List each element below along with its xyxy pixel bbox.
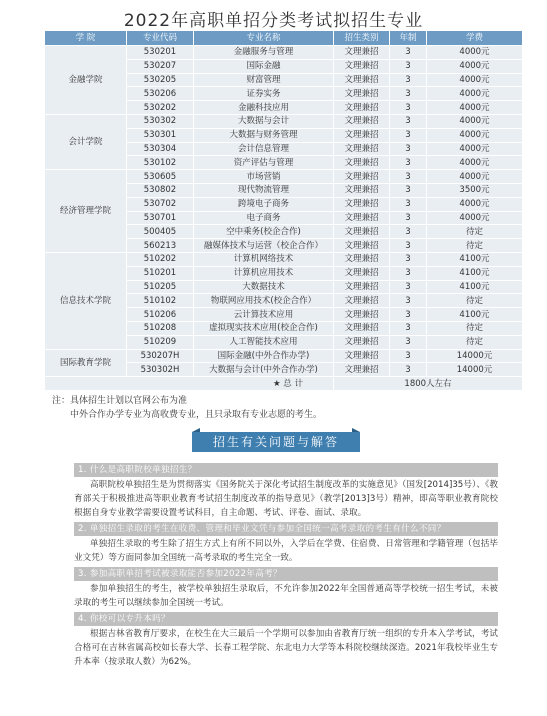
years-cell: 3 (390, 142, 427, 156)
major-code-cell: 560213 (127, 239, 194, 253)
tuition-cell: 4000元 (427, 59, 523, 73)
years-cell: 3 (390, 183, 427, 197)
major-code-cell: 510206 (127, 308, 194, 322)
faq-section (74, 462, 498, 671)
note-line-2: 中外合作办学专业为高收费专业，且只录取有专业志愿的考生。 (70, 410, 323, 420)
enroll-category-cell: 文理兼招 (334, 363, 390, 377)
major-code-cell: 530605 (127, 170, 194, 184)
header-college: 学 院 (45, 31, 127, 46)
years-cell: 3 (390, 308, 427, 322)
major-name-cell: 财富管理 (194, 73, 334, 87)
enroll-category-cell: 文理兼招 (334, 142, 390, 156)
years-cell: 3 (390, 211, 427, 225)
major-name-cell: 金融服务与管理 (194, 46, 334, 60)
major-code-cell: 510209 (127, 335, 194, 349)
major-name-cell: 云计算技术应用 (194, 308, 334, 322)
tuition-cell: 4000元 (427, 156, 523, 170)
faq-question-4: 4. 你校可以专升本吗？ (74, 612, 498, 626)
tuition-cell: 4100元 (427, 308, 523, 322)
college-cell: 国际教育学院 (45, 349, 127, 377)
table-row (45, 170, 523, 184)
tuition-cell: 4000元 (427, 87, 523, 101)
years-cell: 3 (390, 73, 427, 87)
total-row (45, 377, 523, 391)
faq-banner (192, 428, 360, 454)
enroll-category-cell: 文理兼招 (334, 252, 390, 266)
major-name-cell: 会计信息管理 (194, 142, 334, 156)
college-cell: 会计学院 (45, 114, 127, 169)
table-body (45, 46, 523, 391)
years-cell: 3 (390, 239, 427, 253)
major-name-cell: 金融科技应用 (194, 101, 334, 115)
major-name-cell: 空中乘务(校企合作) (194, 225, 334, 239)
major-name-cell: 人工智能技术应用 (194, 335, 334, 349)
major-code-cell: 530207 (127, 59, 194, 73)
major-code-cell: 500405 (127, 225, 194, 239)
major-name-cell: 国际金融 (194, 59, 334, 73)
tuition-cell: 14000元 (427, 349, 523, 363)
faq-question-2: 2. 单独招生录取的考生在收费、管理和毕业文凭与参加全国统一高考录取的考生有什么不同？ (74, 522, 498, 536)
table-header-row (45, 31, 523, 46)
header-major: 专业名称 (194, 31, 334, 46)
enroll-category-cell: 文理兼招 (334, 101, 390, 115)
major-code-cell: 530201 (127, 46, 194, 60)
years-cell: 3 (390, 170, 427, 184)
major-code-cell: 510102 (127, 294, 194, 308)
major-name-cell: 证券实务 (194, 87, 334, 101)
enroll-category-cell: 文理兼招 (334, 170, 390, 184)
years-cell: 3 (390, 280, 427, 294)
tuition-cell: 4000元 (427, 73, 523, 87)
major-code-cell: 530302 (127, 114, 194, 128)
major-code-cell: 530102 (127, 156, 194, 170)
major-name-cell: 跨境电子商务 (194, 197, 334, 211)
enroll-category-cell: 文理兼招 (334, 294, 390, 308)
major-code-cell: 530702 (127, 197, 194, 211)
tuition-cell: 14000元 (427, 363, 523, 377)
table-row (45, 114, 523, 128)
tuition-cell: 4000元 (427, 211, 523, 225)
major-name-cell: 大数据与会计 (194, 114, 334, 128)
years-cell: 3 (390, 101, 427, 115)
enroll-category-cell: 文理兼招 (334, 128, 390, 142)
major-code-cell: 510201 (127, 266, 194, 280)
enroll-category-cell: 文理兼招 (334, 239, 390, 253)
enroll-category-cell: 文理兼招 (334, 225, 390, 239)
enroll-category-cell: 文理兼招 (334, 183, 390, 197)
major-name-cell: 电子商务 (194, 211, 334, 225)
faq-answer-3: 参加单独招生的考生，被学校单独招生录取后，不允许参加2022年全国普通高等学校统一招生考试，未被录取的考生可以继续参加全国统一考试。 (74, 584, 498, 608)
major-name-cell: 大数据技术 (194, 280, 334, 294)
major-name-cell: 计算机网络技术 (194, 252, 334, 266)
enroll-category-cell: 文理兼招 (334, 59, 390, 73)
tuition-cell: 4000元 (427, 101, 523, 115)
faq-answer-4: 根据吉林省教育厅要求，在校生在大三最后一个学期可以参加由省教育厅统一组织的专升本入学考试，考试合格可在吉林省属高校如长春大学、长春工程学院、东北电力大学等本科院校继续深造。2021年我校毕业生专升本率（按录取人数）为62%。 (74, 629, 498, 667)
header-code: 专业代码 (127, 31, 194, 46)
enroll-category-cell: 文理兼招 (334, 321, 390, 335)
years-cell: 3 (390, 321, 427, 335)
enroll-category-cell: 文理兼招 (334, 211, 390, 225)
major-code-cell: 530207H (127, 349, 194, 363)
major-name-cell: 大数据与财务管理 (194, 128, 334, 142)
majors-table (44, 30, 523, 391)
major-code-cell: 530304 (127, 142, 194, 156)
enroll-category-cell: 文理兼招 (334, 308, 390, 322)
faq-answer-1: 高职院校单独招生是为贯彻落实《国务院关于深化考试招生制度改革的实施意见》（国发[2014]35号）、《教育部关于积极推进高等职业教育考试招生制度改革的指导意见》（教学[2013]3号）精神，即高等职业教育院校根据自身专业教学需要设置考试科目，自主命题、考试、评卷、面试、录取。 (74, 480, 498, 518)
major-code-cell: 530302H (127, 363, 194, 377)
college-cell: 经济管理学院 (45, 170, 127, 253)
major-name-cell: 现代物流管理 (194, 183, 334, 197)
years-cell: 3 (390, 128, 427, 142)
tuition-cell: 4100元 (427, 266, 523, 280)
major-name-cell: 资产评估与管理 (194, 156, 334, 170)
enroll-category-cell: 文理兼招 (334, 114, 390, 128)
tuition-cell: 4000元 (427, 170, 523, 184)
major-name-cell: 国际金融(中外合作办学) (194, 349, 334, 363)
header-category: 招生类别 (334, 31, 390, 46)
faq-banner-title: 招生有关问题与解答 (192, 432, 360, 452)
tuition-cell: 4100元 (427, 252, 523, 266)
enroll-category-cell: 文理兼招 (334, 46, 390, 60)
tuition-cell: 待定 (427, 294, 523, 308)
years-cell: 3 (390, 46, 427, 60)
enroll-category-cell: 文理兼招 (334, 335, 390, 349)
total-label: ★ 总 计 (45, 377, 334, 391)
tuition-cell: 待定 (427, 321, 523, 335)
enroll-category-cell: 文理兼招 (334, 87, 390, 101)
enroll-category-cell: 文理兼招 (334, 73, 390, 87)
years-cell: 3 (390, 363, 427, 377)
years-cell: 3 (390, 349, 427, 363)
tuition-cell: 待定 (427, 225, 523, 239)
major-code-cell: 530202 (127, 101, 194, 115)
enroll-category-cell: 文理兼招 (334, 349, 390, 363)
years-cell: 3 (390, 335, 427, 349)
major-code-cell: 510205 (127, 280, 194, 294)
major-name-cell: 虚拟现实技术应用(校企合作) (194, 321, 334, 335)
tuition-cell: 3500元 (427, 183, 523, 197)
table-row (45, 46, 523, 60)
major-code-cell: 510208 (127, 321, 194, 335)
tuition-cell: 4100元 (427, 280, 523, 294)
total-value: 1800人左右 (334, 377, 523, 391)
faq-question-1: 1. 什么是高职院校单独招生？ (74, 463, 498, 477)
major-code-cell: 530205 (127, 73, 194, 87)
years-cell: 3 (390, 87, 427, 101)
major-code-cell: 530701 (127, 211, 194, 225)
years-cell: 3 (390, 114, 427, 128)
major-code-cell: 510202 (127, 252, 194, 266)
college-cell: 金融学院 (45, 46, 127, 115)
major-name-cell: 物联网应用技术(校企合作） (194, 294, 334, 308)
years-cell: 3 (390, 266, 427, 280)
enroll-category-cell: 文理兼招 (334, 266, 390, 280)
major-code-cell: 530301 (127, 128, 194, 142)
years-cell: 3 (390, 59, 427, 73)
enroll-category-cell: 文理兼招 (334, 197, 390, 211)
faq-answer-2: 单独招生录取的考生除了招生方式上有所不同以外，入学后在学费、住宿费、日常管理和学籍管理（包括毕业文凭）等方面同参加全国统一高考录取的考生完全一致。 (74, 539, 498, 563)
faq-question-3: 3. 参加高职单招考试被录取能否参加2022年高考？ (74, 567, 498, 581)
years-cell: 3 (390, 225, 427, 239)
table-row (45, 252, 523, 266)
notes (52, 394, 322, 422)
major-name-cell: 市场营销 (194, 170, 334, 184)
tuition-cell: 待定 (427, 335, 523, 349)
enroll-category-cell: 文理兼招 (334, 280, 390, 294)
years-cell: 3 (390, 156, 427, 170)
major-name-cell: 融媒体技术与运营（校企合作） (194, 239, 334, 253)
major-name-cell: 计算机应用技术 (194, 266, 334, 280)
major-name-cell: 大数据与会计(中外合作办学) (194, 363, 334, 377)
college-cell: 信息技术学院 (45, 252, 127, 349)
enroll-category-cell: 文理兼招 (334, 156, 390, 170)
years-cell: 3 (390, 197, 427, 211)
major-code-cell: 530206 (127, 87, 194, 101)
tuition-cell: 4000元 (427, 128, 523, 142)
tuition-cell: 待定 (427, 239, 523, 253)
years-cell: 3 (390, 252, 427, 266)
table-row (45, 349, 523, 363)
page-title: 2022年高职单招分类考试拟招生专业 (123, 11, 424, 31)
note-line-1: 注：具体招生计划以官网公布为准 (52, 396, 188, 406)
header-years: 年制 (390, 31, 427, 46)
major-code-cell: 530802 (127, 183, 194, 197)
tuition-cell: 4000元 (427, 46, 523, 60)
header-tuition: 学费 (427, 31, 523, 46)
years-cell: 3 (390, 294, 427, 308)
tuition-cell: 4000元 (427, 142, 523, 156)
tuition-cell: 4000元 (427, 114, 523, 128)
tuition-cell: 4000元 (427, 197, 523, 211)
